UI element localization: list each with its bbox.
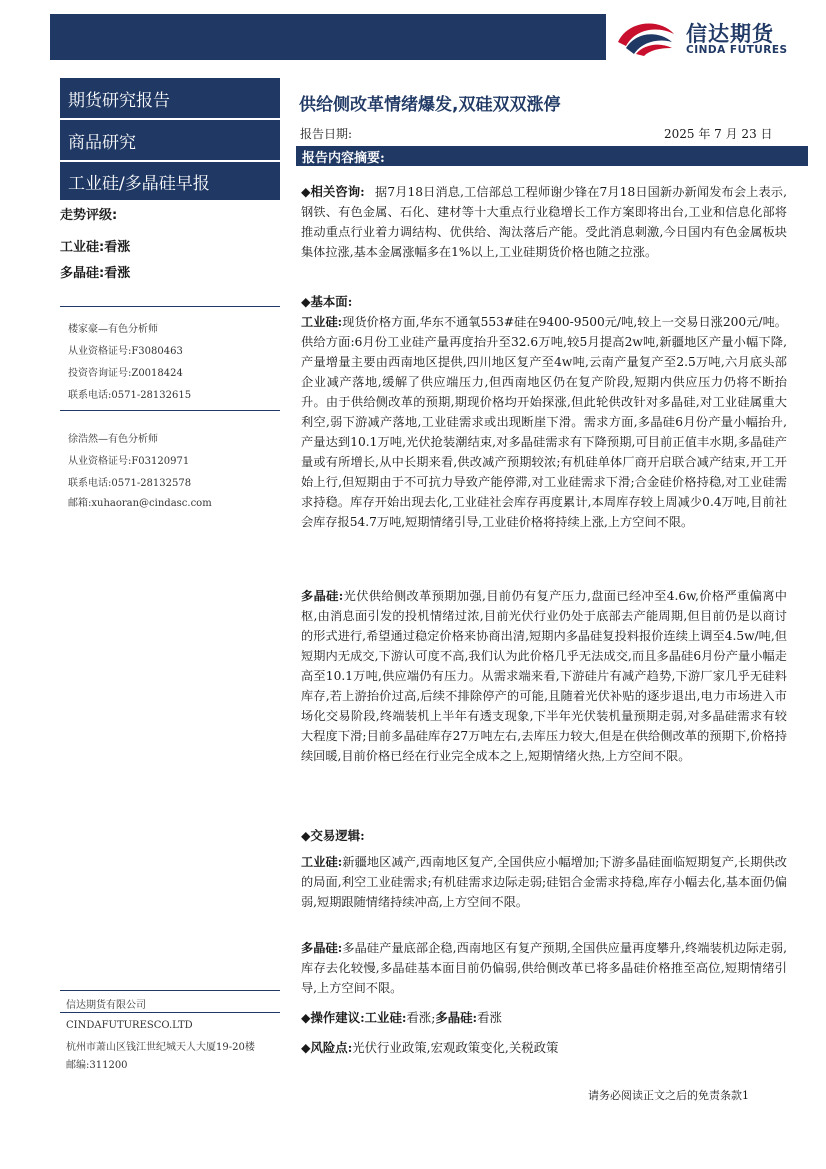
fundamentals-head: ◆基本面: [301,294,353,309]
analyst-2-qualification: 从业资格证号:F03120971 [68,456,190,467]
poly-paragraph [301,586,787,766]
summary-label: 报告内容摘要: [302,150,385,166]
advice-line [301,1008,502,1026]
analyst-2-email-text: 邮箱:xuhaoran@cindasc.com [68,498,212,509]
report-type-box: 期货研究报告 [60,78,280,118]
si-text: 现货价格方面,华东不通氧553#硅在9400-9500元/吨,较上一交易日涨200元/吨。供给方面:6月份工业硅产量再度抬升至32.6万吨,较5月提高2w吨,新疆地区产量小幅下降,产量增量主要由西南地区提供,四川地区复产至4w吨,云南产量复产至2.5万吨,六月底头部企业减产落地,缓解了供应端压力,但西南地区仍在复产阶段,短期内供应压力仍将不断抬升。由于供给侧改革的预期,期现价格均开始探涨,但此轮供改针对多晶硅,对工业硅属重大利空,弱下游减产落地,工业硅需求或出现断崖下滑。需求方面,多晶硅6月份产量小幅抬升,产量达到10.1万吨,光伏抢装潮结束,对多晶硅需求有下降预期,可目前正值丰水期,多晶硅产量或有所增长,从中长期来看,供改减产预期较浓;有机硅单体厂商开启联合减产结束,开工开始上行,但短期由于不可抗力导致产能停滞,对工业硅需求下滑;合金硅价格持稳,对工业硅需求持稳。库存开始出现去化,工业硅社会库存再度累计,本周库存较上周减少0.4万吨,目前社会库存报54.7万吨,短期情绪引导,工业硅价格将持续上涨,上方空间不限。 [301,315,787,529]
company-name: 信达期货有限公司 [66,1000,146,1011]
sidebar [60,78,280,1078]
logo-text-en: CINDA FUTURES [686,44,788,56]
consult-paragraph: 据7月18日消息,工信部总工程师谢少锋在7月18日国新办新闻发布会上表示,钢铁、有色金属、石化、建材等十大重点行业稳增长工作方案即将出台,工业和信息化部将推动重点行业着力调结构、优供给、淘汰落后产能。受此消息刺激,今日国内有色金属板块集体拉涨,基本金属涨幅多在1%以上,工业硅期货价格也随之拉涨。 [301,185,787,259]
analyst-1-consult: 投资咨询证号:Z0018424 [68,368,183,379]
report-date: 2025 年 7 月 23 日 [664,127,773,141]
analyst-1-qualification: 从业资格证号:F3080463 [68,346,183,357]
category-box: 商品研究 [60,120,280,160]
si-label: 工业硅: [301,315,343,329]
logo-text-cn: 信达期货 [686,22,774,46]
logic-si-label: 工业硅: [301,855,343,869]
consult-head: ◆相关咨询: [301,184,365,199]
company-site: CINDAFUTURESCO.LTD [66,1020,193,1031]
rating-industrial-silicon: 工业硅:看涨 [60,240,131,255]
logic-poly-label: 多晶硅: [301,941,343,955]
advice-head: ◆操作建议: [301,1010,365,1025]
advice-si-value: 看涨; [406,1010,436,1025]
advice-poly-label: 多晶硅: [435,1010,478,1025]
report-title: 供给侧改革情绪爆发,双硅双双涨停 [299,95,561,115]
logic-poly-paragraph [301,938,787,998]
analyst-2-name: 徐浩然—有色分析师 [68,434,158,445]
logic-si-text: 新疆地区减产,西南地区复产,全国供应小幅增加;下游多晶硅面临短期复产,长期供改的局面,利空工业硅需求;有机硅需求边际走弱;硅铝合金需求持稳,库存小幅去化,基本面仍偏弱,短期跟随情绪持续冲高,上方空间不限。 [301,855,787,909]
poly-label: 多晶硅: [301,589,344,603]
divider [60,306,280,307]
company-address: 杭州市萧山区钱江世纪城天人大厦19-20楼 [66,1042,255,1053]
advice-poly-value: 看涨 [477,1010,502,1025]
product-box: 工业硅/多晶硅早报 [60,162,280,200]
divider [60,990,280,991]
report-date-label: 报告日期: [300,127,353,141]
analyst-1-name: 楼家豪—有色分析师 [68,324,158,335]
company-postcode: 邮编:311200 [66,1060,128,1071]
risk-head: ◆风险点: [301,1040,353,1055]
analyst-1-phone: 联系电话:0571-28132615 [68,390,192,401]
header-band [50,14,606,60]
logic-head: ◆交易逻辑: [301,828,365,843]
divider [60,1012,280,1013]
company-logo [612,14,802,60]
risk-text: 光伏行业政策,宏观政策变化,关税政策 [352,1040,559,1055]
poly-text: 光伏供给侧改革预期加强,目前仍有复产压力,盘面已经冲至4.6w,价格严重偏离中枢,由消息面引发的投机情绪过浓,目前光伏行业仍处于底部去产能周期,但目前仍是以商讨的形式进行,希望通过稳定价格来协商出清,短期内多晶硅复投料报价连续上调至4.5w/吨,但短期内无成交,下游认可度不高,我们认为此价格几乎无法成交,而且多晶硅6月份产量小幅走高至10.1万吨,供应端仍有压力。从需求端来看,下游硅片有减产趋势,下游厂家几乎无硅料库存,若上游抬价过高,后续不排除停产的可能,且随着光伏补贴的逐步退出,电力市场进入市场化交易阶段,终端装机上半年有透支现象,下半年光伏装机量预期走弱,对多晶硅需求有较大程度下滑;目前多晶硅库存27万吨左右,去库压力较大,但是在供给侧改革的预期下,价格持续回暖,目前价格已经在行业完全成本之上,短期情绪火热,上方空间不限。 [301,589,787,763]
rating-title: 走势评级: [60,208,118,223]
divider [60,410,280,411]
advice-si-label: 工业硅: [364,1010,407,1025]
logo-swirl-icon [614,16,676,56]
si-paragraph [301,312,787,532]
analyst-2-phone: 联系电话:0571-28132578 [68,478,192,489]
summary-header [296,146,808,166]
footer-disclaimer: 请务必阅读正文之后的免责条款1 [588,1089,749,1102]
risk-line [301,1038,558,1056]
analyst-2-email[interactable] [68,494,212,509]
logic-poly-text: 多晶硅产量底部企稳,西南地区有复产预期,全国供应量再度攀升,终端装机边际走弱,库存去化较慢,多晶硅基本面目前仍偏弱,供给侧改革已将多晶硅价格推至高位,短期情绪引导,上方空间不限。 [301,941,788,995]
logic-si-paragraph [301,852,787,912]
rating-polysilicon: 多晶硅:看涨 [60,266,131,281]
